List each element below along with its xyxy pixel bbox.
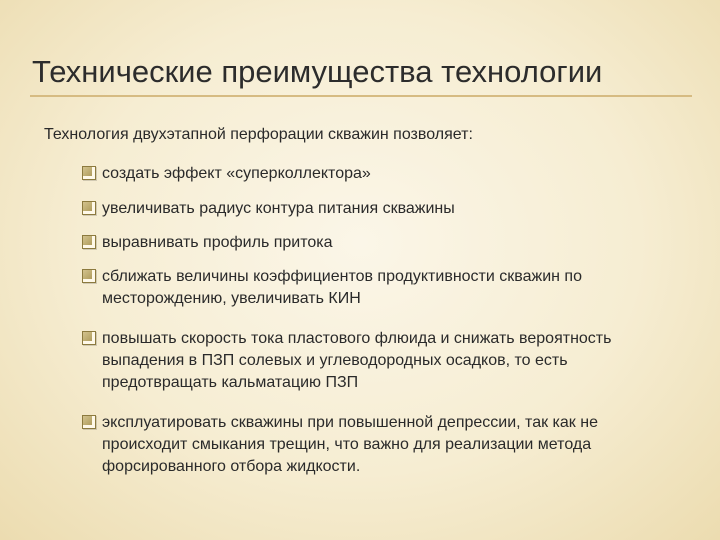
bullet-item <box>82 412 682 478</box>
bullet-item <box>82 232 682 254</box>
slide-title: Технические преимущества технологии <box>32 54 603 89</box>
bullet-text: повышать скорость тока пластового флюида и снижать вероятность выпадения в ПЗП солевых и углеводородных осадков, то есть предотвращать кальматацию ПЗП <box>102 330 612 391</box>
title-underline <box>30 95 692 97</box>
checkbox-square-icon <box>82 166 96 180</box>
bullet-text: увеличивать радиус контура питания скважины <box>102 200 455 217</box>
lead-text: Технология двухэтапной перфорации скважин позволяет: <box>44 126 473 143</box>
checkbox-square-icon <box>82 331 96 345</box>
bullet-text: эксплуатировать скважины при повышенной депрессии, так как не происходит смыкания трещин, что важно для реализации метода форсированного отбора жидкости. <box>102 414 598 475</box>
bullet-text: выравнивать профиль притока <box>102 234 333 251</box>
bullet-item <box>82 198 682 220</box>
bullet-item <box>82 266 682 310</box>
checkbox-square-icon <box>82 415 96 429</box>
checkbox-square-icon <box>82 269 96 283</box>
bullet-text: создать эффект «суперколлектора» <box>102 165 371 182</box>
bullet-item <box>82 163 682 185</box>
checkbox-square-icon <box>82 235 96 249</box>
bullet-text: сближать величины коэффициентов продуктивности скважин по месторождению, увеличивать КИН <box>102 268 582 307</box>
bullet-item <box>82 328 682 394</box>
checkbox-square-icon <box>82 201 96 215</box>
